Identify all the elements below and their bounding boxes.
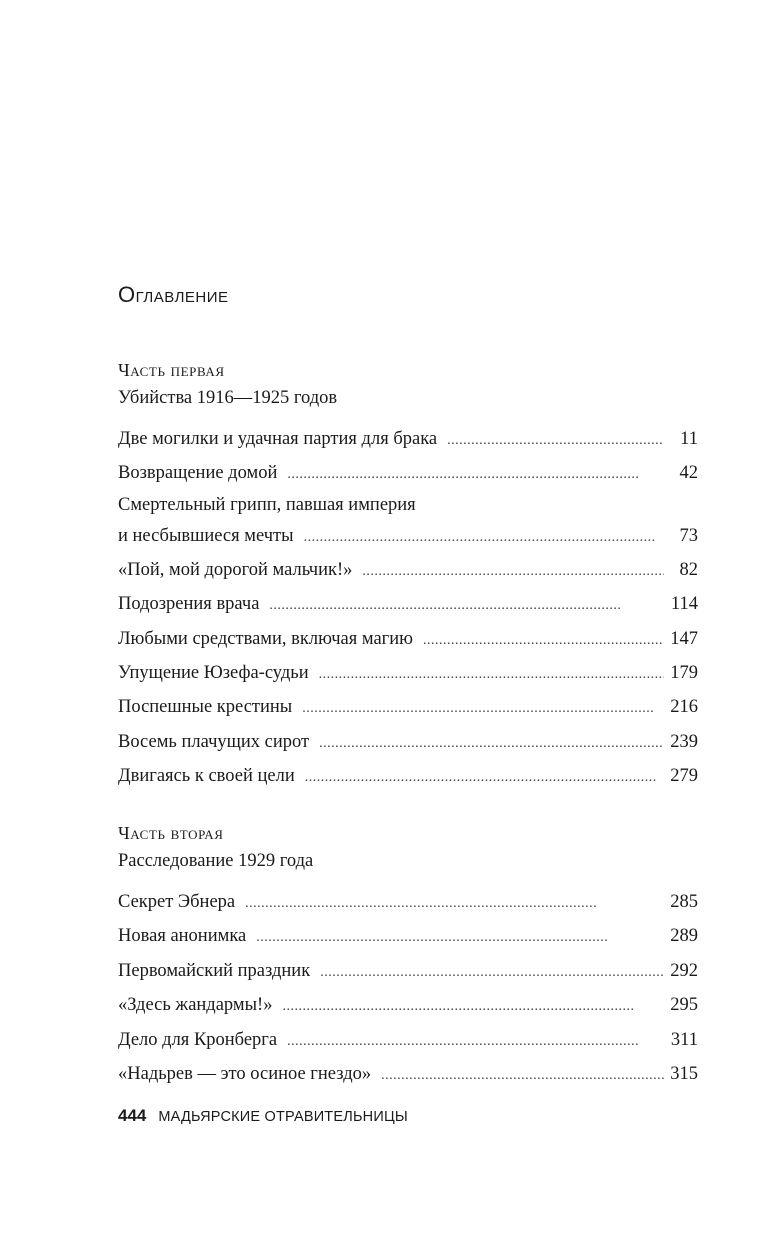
toc-entry[interactable] bbox=[118, 456, 698, 490]
entry-page-number: 114 bbox=[670, 594, 698, 615]
toc-entry[interactable] bbox=[118, 759, 698, 793]
part-one bbox=[118, 356, 698, 794]
dot-leader bbox=[245, 887, 664, 921]
footer-book-title: МАДЬЯРСКИЕ ОТРАВИТЕЛЬНИЦЫ bbox=[158, 1109, 408, 1125]
dot-leader bbox=[362, 555, 664, 589]
toc-entry[interactable] bbox=[118, 656, 698, 690]
entry-title: Упущение Юзефа-судьи bbox=[118, 662, 309, 683]
toc-entries bbox=[118, 422, 698, 794]
toc-entry[interactable] bbox=[118, 725, 698, 759]
toc-entry[interactable] bbox=[118, 1057, 698, 1091]
dot-leader bbox=[319, 658, 664, 692]
toc-entry[interactable] bbox=[118, 622, 698, 656]
dot-leader bbox=[256, 921, 664, 955]
entry-page-number: 179 bbox=[670, 662, 698, 683]
toc-entry[interactable] bbox=[118, 587, 698, 621]
entry-title-line1: Смертельный грипп, павшая империя bbox=[118, 494, 416, 515]
part-label: Часть первая bbox=[118, 360, 225, 380]
toc-entry[interactable] bbox=[118, 690, 698, 724]
entry-title: Секрет Эбнера bbox=[118, 892, 236, 912]
dot-leader bbox=[319, 727, 664, 761]
dot-leader bbox=[305, 761, 664, 795]
entry-title: Подозрения врача bbox=[118, 594, 260, 615]
dot-leader bbox=[447, 424, 664, 458]
entry-page-number: 289 bbox=[670, 926, 698, 947]
entry-title: Любыми средствами, включая магию bbox=[118, 628, 413, 649]
entry-page-number: 147 bbox=[670, 628, 698, 649]
dot-leader bbox=[304, 521, 664, 555]
entry-page-number: 292 bbox=[670, 960, 698, 981]
entry-title: Дело для Кронберга bbox=[118, 1029, 278, 1050]
entry-title: Новая анонимка bbox=[118, 926, 247, 947]
part-subtitle: Расследование 1929 года bbox=[118, 851, 314, 871]
dot-leader bbox=[302, 692, 664, 726]
dot-leader bbox=[423, 624, 664, 658]
dot-leader bbox=[381, 1059, 664, 1093]
entry-title: «Здесь жандармы!» bbox=[118, 995, 273, 1016]
entry-title: «Пой, мой дорогой мальчик!» bbox=[118, 559, 353, 580]
entry-page-number: 11 bbox=[680, 429, 698, 449]
toc-entry[interactable] bbox=[118, 422, 698, 456]
entry-title: Две могилки и удачная партия для брака bbox=[118, 429, 438, 449]
entry-page-number: 311 bbox=[670, 1029, 698, 1050]
toc-entry[interactable] bbox=[118, 954, 698, 988]
part-subtitle: Убийства 1916—1925 годов bbox=[118, 388, 338, 408]
toc-entry[interactable] bbox=[118, 988, 698, 1022]
dot-leader bbox=[287, 458, 664, 492]
toc-title: Оглавление bbox=[118, 282, 229, 307]
toc-entry[interactable] bbox=[118, 553, 698, 587]
entry-title: Возвращение домой bbox=[118, 463, 278, 484]
dot-leader bbox=[269, 589, 664, 623]
entry-page-number: 315 bbox=[670, 1063, 698, 1084]
entry-page-number: 73 bbox=[679, 525, 698, 546]
entry-page-number: 285 bbox=[670, 892, 698, 912]
dot-leader bbox=[320, 956, 664, 990]
toc-entry[interactable] bbox=[118, 919, 698, 953]
entry-page-number: 42 bbox=[679, 463, 698, 484]
entry-title: «Надьрев — это осиное гнездо» bbox=[118, 1063, 372, 1084]
entry-page-number: 295 bbox=[670, 995, 698, 1016]
page-footer bbox=[118, 1106, 408, 1126]
toc-entry[interactable] bbox=[118, 885, 698, 919]
entry-title: Двигаясь к своей цели bbox=[118, 766, 295, 787]
entry-page-number: 239 bbox=[670, 731, 698, 752]
dot-leader bbox=[287, 1025, 664, 1059]
footer-page-number: 444 bbox=[118, 1106, 147, 1125]
entry-title: Восемь плачущих сирот bbox=[118, 731, 310, 752]
toc-entry[interactable] bbox=[118, 491, 698, 553]
entry-page-number: 82 bbox=[679, 559, 698, 580]
dot-leader bbox=[282, 990, 664, 1024]
entry-page-number: 216 bbox=[670, 697, 698, 718]
entry-title: Первомайский праздник bbox=[118, 960, 311, 981]
toc-entries bbox=[118, 885, 698, 1091]
entry-title: Поспешные крестины bbox=[118, 697, 293, 718]
part-two bbox=[118, 819, 698, 1091]
part-label: Часть вторая bbox=[118, 823, 224, 843]
entry-title-line2: и несбывшиеся мечты bbox=[118, 525, 294, 546]
entry-page-number: 279 bbox=[670, 766, 698, 787]
toc-entry[interactable] bbox=[118, 1023, 698, 1057]
